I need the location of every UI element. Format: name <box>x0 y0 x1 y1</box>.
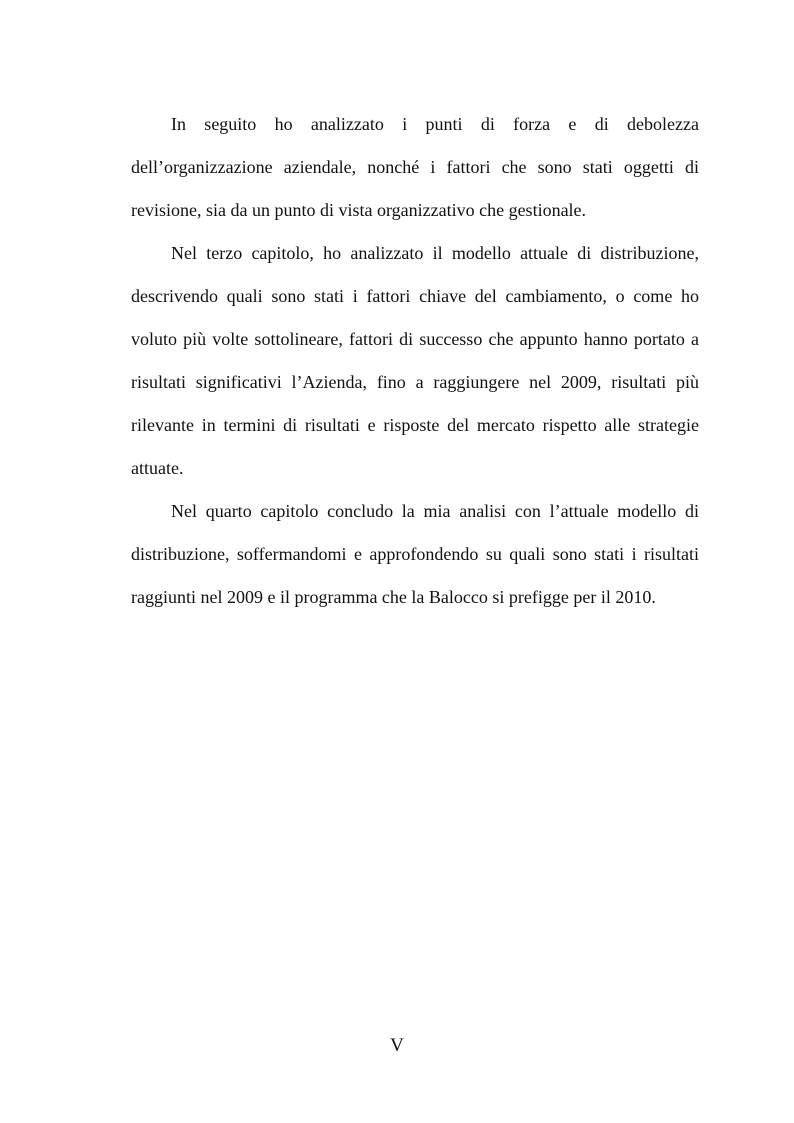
body-text <box>131 103 699 619</box>
paragraph-1: In seguito ho analizzato i punti di forza e di debolezza dell’organizzazione aziendale, nonché i fattori che sono stati oggetti di revisione, sia da un punto di vista organizzativo che gestionale. <box>131 114 699 220</box>
page-number: V <box>390 1035 404 1056</box>
paragraph-2: Nel terzo capitolo, ho analizzato il modello attuale di distribuzione, descrivendo quali sono stati i fattori chiave del cambiamento, o come ho voluto più volte sottolineare, fattori di successo che appunto hanno portato a risultati significativi l’Azienda, fino a raggiungere nel 2009, risultati più rilevante in termini di risultati e risposte del mercato rispetto alle strategie attuate. <box>131 243 699 478</box>
paragraph-3: Nel quarto capitolo concludo la mia analisi con l’attuale modello di distribuzione, soffermandomi e approfondendo su quali sono stati i risultati raggiunti nel 2009 e il programma che la Balocco si prefigge per il 2010. <box>131 501 699 607</box>
